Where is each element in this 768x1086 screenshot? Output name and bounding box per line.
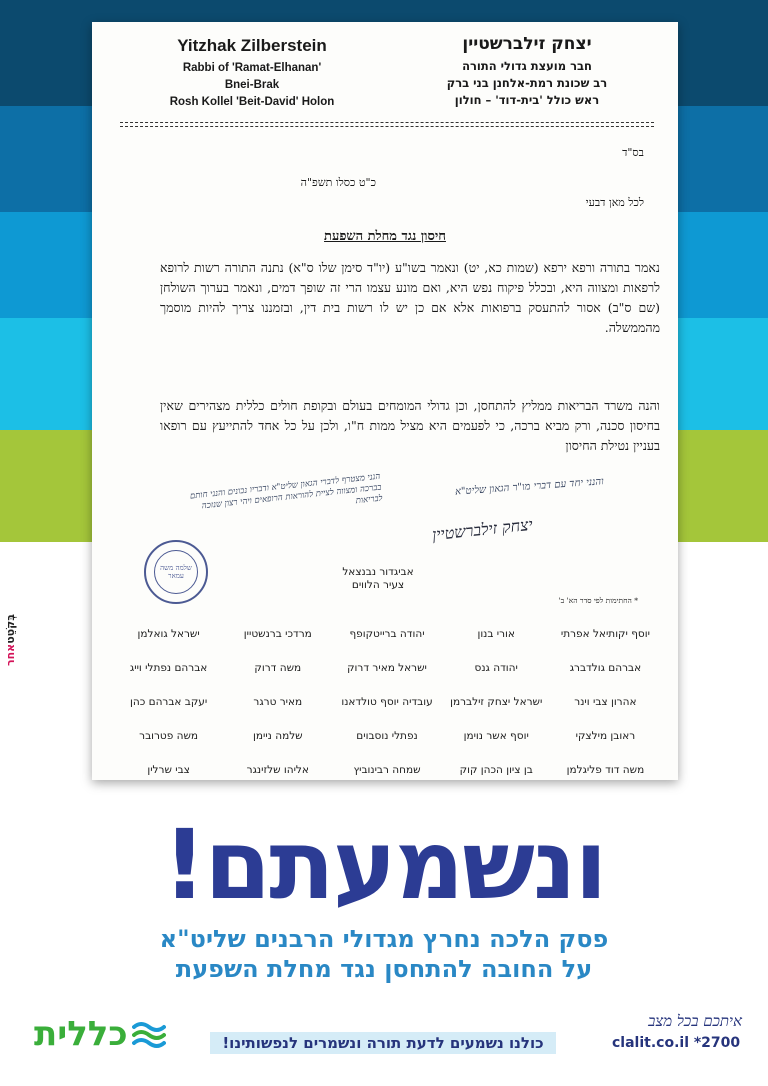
letter-date: כ"ט כסלו תשפ"ה [300, 176, 376, 189]
signatory-name: מאיר טרגר [253, 696, 303, 708]
subheadline-2: על החובה להתחסן נגד מחלת השפעת [175, 955, 593, 983]
signatory-name: אורי בנון [477, 628, 515, 640]
letterhead-divider [120, 122, 654, 123]
signatory-name: משה פטרובר [139, 730, 199, 742]
rabbinic-seal-icon [144, 540, 208, 604]
handwritten-endorsement-right: והנני יחד עם דברי מו"ר הגאון שליט"א [454, 476, 605, 498]
rabbinic-letter [92, 22, 678, 780]
tagline-script: איתכם בכל מצב [648, 1012, 742, 1030]
letterhead-line-en: Rabbi of 'Ramat-Elhanan' [182, 62, 322, 74]
subheadline-1: פסק הלכה נחרץ מגדולי הרבנים שליט"א [159, 925, 609, 953]
signatory-name: צבי שרלין [147, 764, 190, 776]
signatory-name: ישראל מאיר דרוק [347, 662, 427, 674]
letterhead-line-en: Bnei-Brak [224, 79, 280, 91]
letterhead-hebrew [412, 34, 642, 109]
signer-name: אביגדור נבנצאל [342, 566, 414, 578]
signatory-name: יוסף אשר נוימן [463, 730, 529, 742]
website-phone: clalit.co.il *2700 [612, 1035, 741, 1051]
signatory-name: בן ציון הכהן קוק [459, 764, 533, 776]
signatory-name: ישראל יצחק זילברמן [450, 696, 543, 708]
letter-paragraph-2: והנה משרד הבריאות ממליץ להתחסן, וכן גדולי המומחים בעולם ובקופת חולים כללית מצהירים שאין בחיסון סכנה, ורק מביא ברכה, כי לפעמים היא מציל ממות ח"ו, ולכן על כל אחד להתייעץ עם רופאו בעניין נטילת החיסון [160, 398, 660, 453]
side-credit [4, 600, 34, 680]
signatory-name: ישראל גואלמן [137, 628, 200, 640]
signatory-name: נפתלי נוסבוים [356, 730, 418, 742]
letterhead-line-en: Rosh Kollel 'Beit-David' Holon [169, 96, 335, 108]
signatory-name: שמחה רבינוביץ [353, 764, 421, 776]
signatory-name: אברהם גולדברג [569, 662, 642, 674]
letterhead-english [142, 36, 362, 111]
signatory-name: אהרון צבי וינר [574, 696, 637, 708]
headline: ונשמעתם! [162, 809, 606, 921]
contact-block [612, 1012, 742, 1051]
signatory-name: שלמה ניימן [252, 730, 303, 742]
signatory-name: משה דוד פליגלמן [566, 764, 645, 776]
signatories-grid [114, 624, 660, 780]
clalit-wave-logo-icon [132, 1019, 166, 1049]
letterhead-line-he: רב שכונת רמת-אלחנן בני ברק [446, 76, 608, 90]
clalit-logo [34, 1012, 168, 1056]
handwritten-endorsement-left: הנני מצטרף לדברי הגאון שליט"א ודבריו נכונים והנני חותם בברכה ומצווה לציית להוראות הרופאים ויהי רצון שנזכה לבריאות [189, 471, 384, 512]
letterhead-name-he: יצחק זילברשטיין [462, 34, 592, 54]
brand-name: כללית [34, 1014, 128, 1054]
signatory-name: יוסף יקותיאל אפרתי [560, 628, 650, 640]
signatory-name: ראובן מילצקי [575, 730, 636, 742]
signatory-name: יהודה ברייטקופף [349, 628, 425, 640]
signer-block [318, 566, 438, 592]
letterhead-line-he: ראש כולל 'בית-דוד' – חולון [454, 93, 600, 107]
signatory-name: אברהם נפתלי וייג [129, 662, 208, 674]
letterhead-line-he: חבר מועצת גדולי התורה [462, 59, 592, 73]
signatory-name: משה דרוק [254, 662, 302, 674]
letter-paragraph-1: נאמר בתורה ורפא ירפא (שמות כא, יט) ונאמר בשו"ע (יו"ד סימן שלו ס"א) נתנה התורה רשות לרופא לרפאות ומצווה היא, ובכלל פיקוח נפש היא, ואם מונע עצמו הרי זה שופך דמים, ונאמר בערוך השולחן (שם ס"ב) אסור להתעסק ברפואות אלא אם כן יש לו רשות בית דין, ובזמננו צריך להיות מוסמך מהממשלה. [160, 260, 660, 335]
slogan-banner: כולנו נשמעים לדעת תורה ונשמרים לנפשותינו! [210, 1032, 556, 1054]
side-credit-part1: בְּקֹטֵט [4, 614, 17, 644]
signatory-name: יעקב אברהם כהן [129, 696, 208, 708]
letterhead-divider [120, 126, 654, 127]
signatory-name: יהודה גנס [474, 662, 518, 674]
letter-subject: חיסון נגד מחלת השפעת [324, 229, 446, 244]
seal-text: שלמה משה עמאר [154, 550, 198, 594]
signer-title: צעיר הלווים [351, 579, 405, 591]
side-credit-part2: אחר [4, 643, 17, 666]
signatures-order-note: * החתימות לפי סדר הא' ב' [558, 596, 638, 605]
handwritten-signature: יצחק זילברשטיין [431, 514, 534, 545]
bsd-mark: בס"ד [622, 146, 644, 159]
signatory-name: אליהו שלזינגר [246, 764, 309, 776]
signatory-name: מרדכי ברנשטיין [243, 628, 312, 640]
letter-addressee: לכל מאן דבעי [585, 196, 644, 209]
letterhead-name-en: Yitzhak Zilberstein [177, 36, 327, 55]
signatory-name: עובדיה יוסף טולדאנו [341, 696, 433, 708]
